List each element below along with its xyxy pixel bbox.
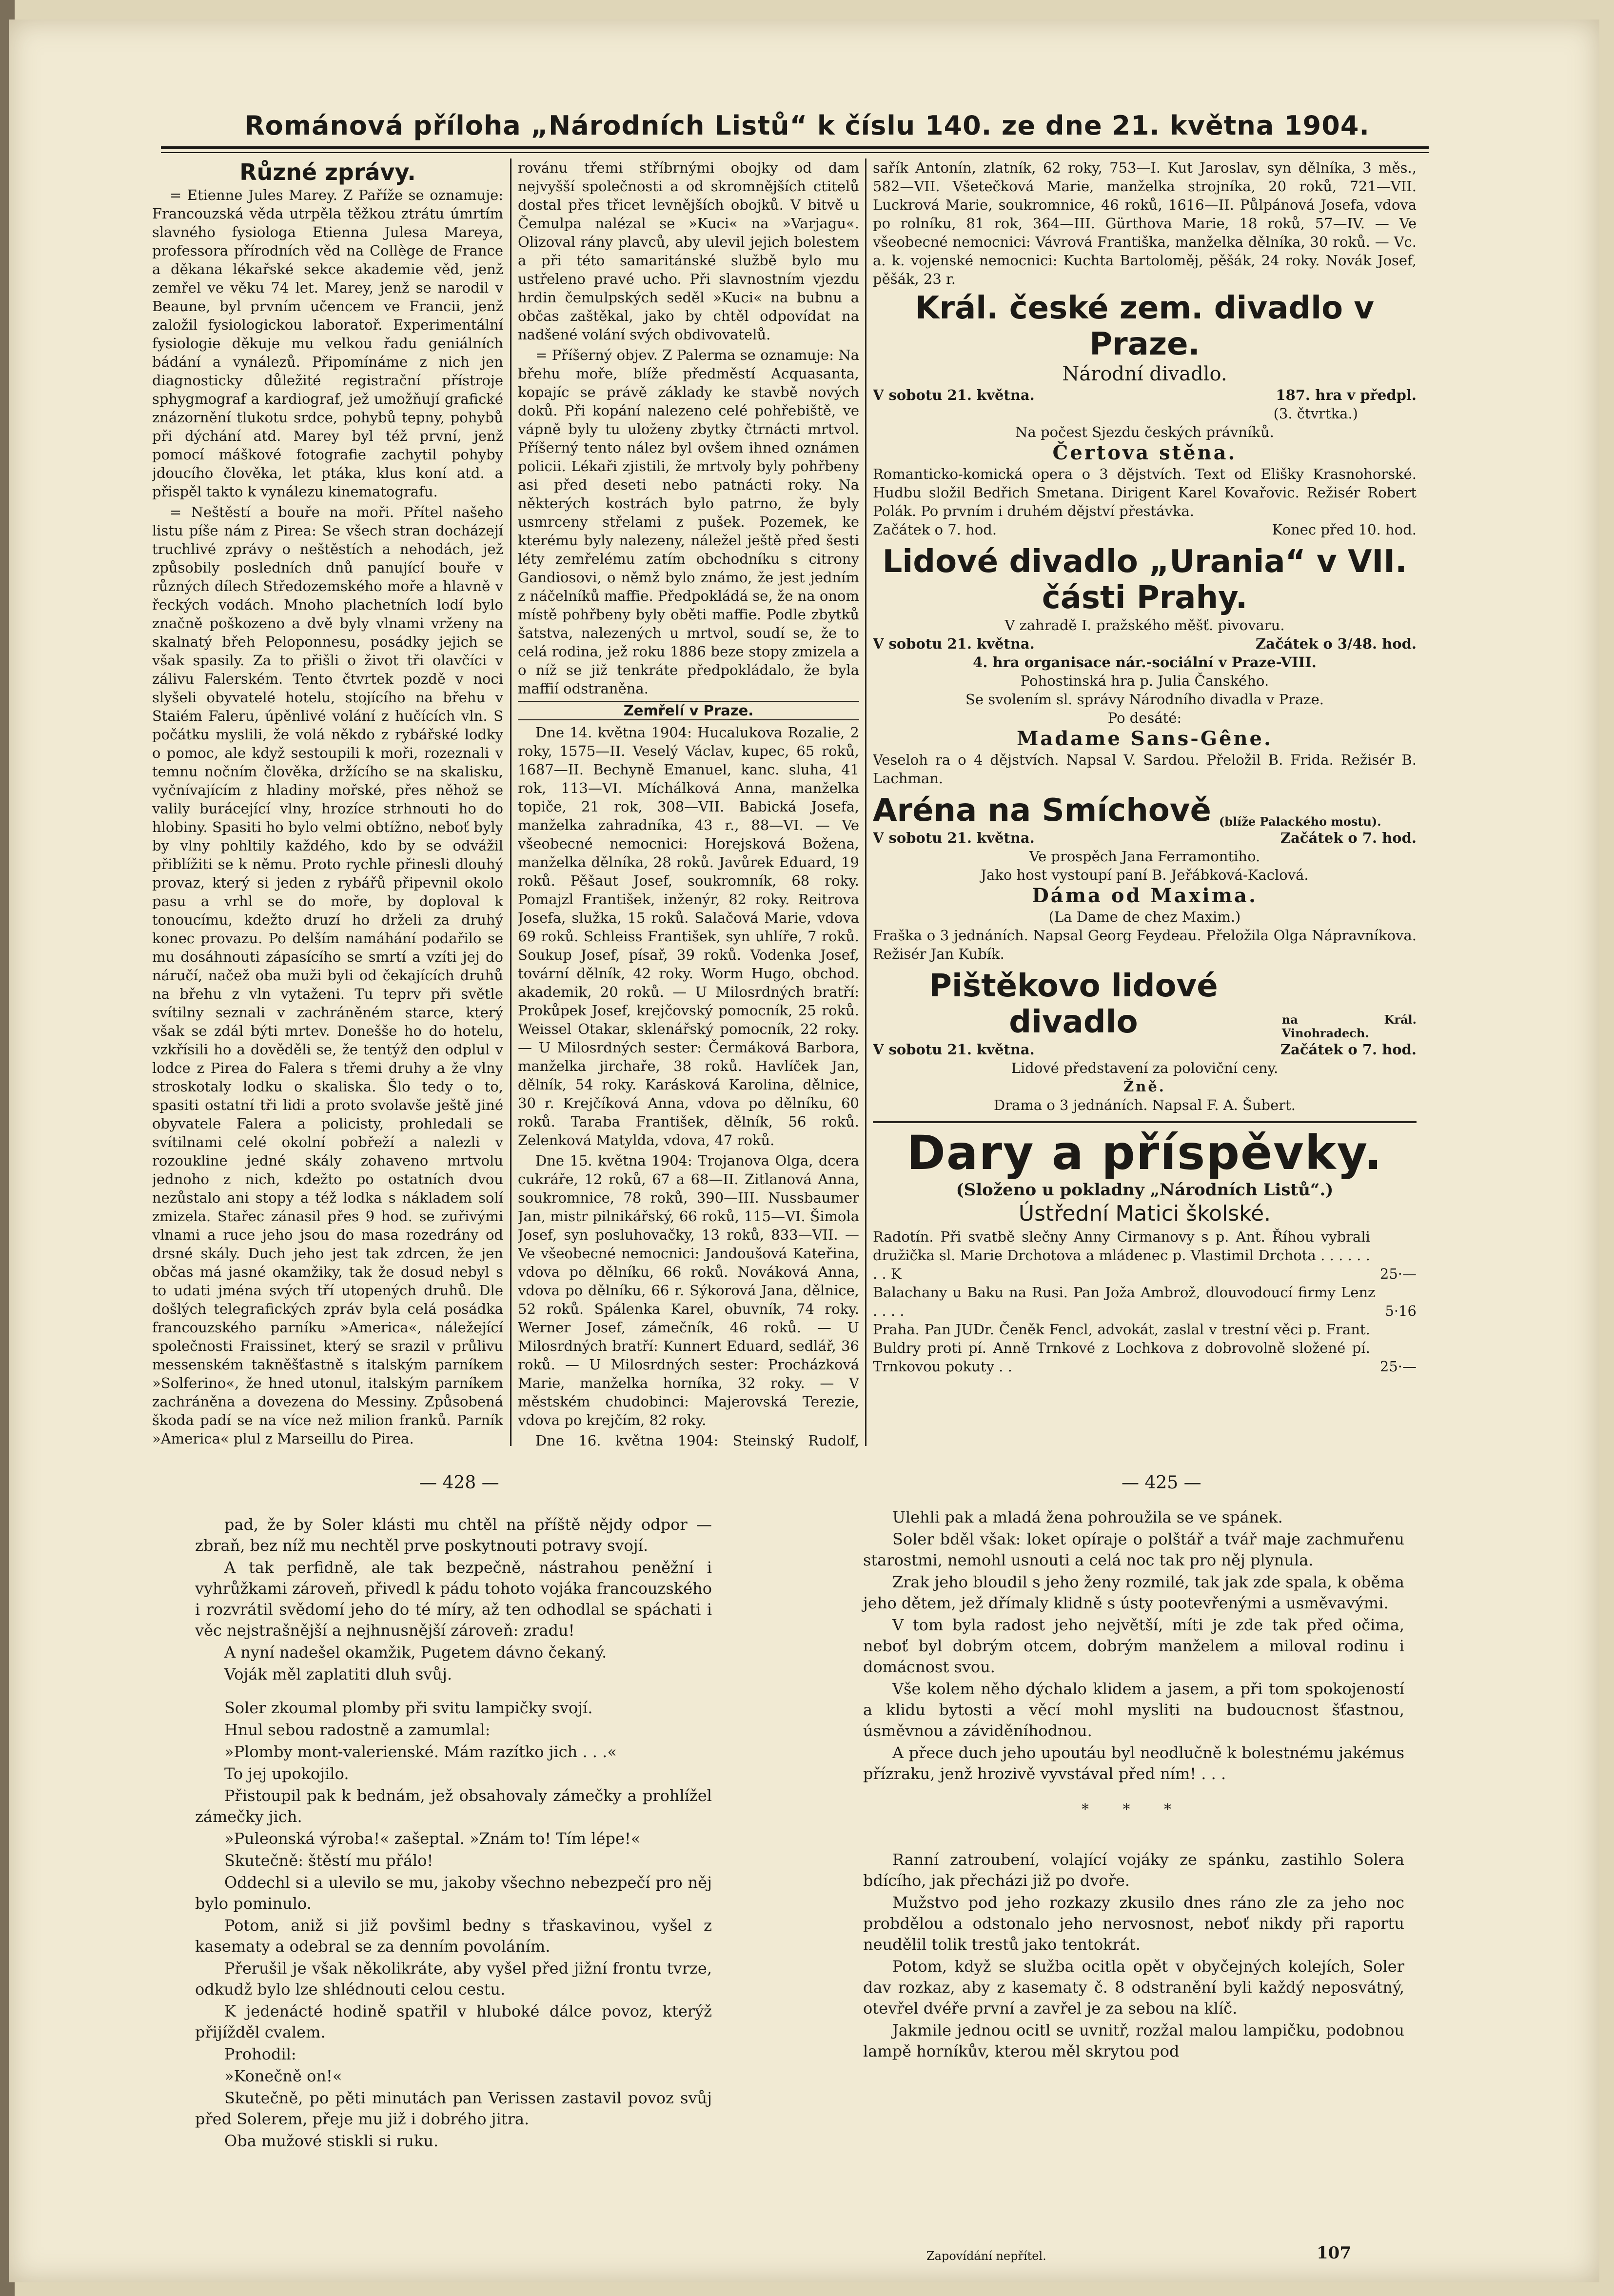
story-paragraph: »Plomby mont-valerienské. Mám razítko jich . . .« [224,1742,617,1761]
nd-quarter: (3. čtvrtka.) [1273,405,1358,422]
column-divider [510,158,512,1446]
story-paragraph: K jedenácté hodině spatřil v hluboké dálce povoz, kterýž přijížděl cvalem. [195,2002,712,2041]
urania-venue: V zahradě I. pražského měšť. pivovaru. [1004,617,1285,633]
arena-date: V sobotu 21. května. [873,830,1035,846]
column-theatre-donations [873,158,1417,1451]
column-divider [865,158,866,1446]
story-paragraph: V tom byla radost jeho největší, míti je zde tak před očima, neboť byl dobrým otcem, dobrým manželem a miloval rodinu i domácnost svou. [863,1616,1404,1676]
story-paragraph: »Konečně on!« [224,2067,342,2085]
story-paragraph: Prohodil: [224,2045,296,2063]
section-stars-divider: * * * [1081,1801,1186,1818]
nd-play-desc: Romanticko-komická opera o 3 dějstvích. Text od Elišky Krasnohorské. Hudbu složil Bedřich Smetana. Dirigent Karel Kovařovic. Režisér Robert Polák. Po prvním i druhém dějství přestávka. [873,466,1417,519]
arena-play-french: (La Dame de chez Maxim.) [1048,909,1241,925]
nd-start: Začátek o 7. hod. [873,521,997,538]
arena-play-desc: Fraška o 3 jednáních. Napsal Georg Feydeau. Přeložila Olga Nápravníkova. Režisér Jan Kubík. [873,927,1417,962]
footer-note: Zapovídání nepřítel. [926,2249,1046,2263]
urania-date-row [873,634,1417,653]
header-rule-thin [161,152,1429,153]
column-news-continued [518,158,859,1451]
matice-heading: Ústřední Matici školské. [1018,1201,1271,1226]
nd-time-row [873,520,1417,539]
nd-occasion: Na počest Sjezdu českých právníků. [1015,424,1274,440]
novel-left-column [195,1514,712,2246]
story-paragraph: »Puleonská výroba!« zašeptal. »Znám to! Tím lépe!« [224,1829,641,1848]
footer-number: 107 [1317,2243,1351,2263]
column-ruzne-zpravy [152,158,503,1451]
pistek-heading-row [873,968,1417,1040]
pistek-date-row [873,1040,1417,1059]
nd-date: V sobotu 21. května. [873,387,1035,403]
pistek-cheap: Lidové představení za poloviční ceny. [1011,1060,1279,1076]
urania-play-title: Madame Sans-Gêne. [1017,727,1273,750]
urania-date: V sobotu 21. května. [873,635,1035,652]
story-paragraph: Ulehli pak a mladá žena pohroužila se ve spánek. [892,1508,1283,1526]
pistek-note: na Král. Vinohradech. [1281,1012,1417,1040]
story-paragraph: Potom, aniž si již povšiml bedny s třaskavinou, vyšel z kasematy a odebral se za denním povoláním. [195,1916,712,1956]
story-paragraph: Hnul sebou radostně a zamumlal: [224,1721,491,1739]
article-priserny-objev: = Příšerný objev. Z Palerma se oznamuje: Na břehu moře, blíže předměstí Acquasanta, kopajíc se právě základy ke stavbě nových doků. Při kopání nalezeno celé pohřebiště, ve vápně byly tu uloženy zbytky čtrnácti mrtvol. Příšerný tento nález byl ovšem ihned oznámen policii. Lékaři zjistili, že mrtvoly byly pohřbeny asi před deseti nebo patnácti roky. Na některých kostrách bylo patrno, že byly usmrceny střelami z pušek. Pozemek, ke kterému byly nalezeny, náležel ještě před šesti léty zemřelému zatím obchodníku s citrony Gandiosovi, o němž bylo známo, že jest jedním z náčelníků maffie. Předpokládá se, že na onom místě pohřbeny byly oběti maffie. Podle zbytků šatstva, nalezených u mrtvol, soudí se, že to celá rodina, jež roku 1886 beze stopy zmizela a o níž se již tenkráte předpokládalo, že byla maffií odstraněna. [518,347,859,697]
page-number-left: — 428 — [419,1473,499,1493]
deaths-14-may: Dne 14. května 1904: Hucalukova Rozalie, 2 roky, 1575—II. Veselý Václav, kupec, 65 roků, 1687—II. Bechyně Emanuel, kanc. sluha, 41 rok, 113—VI. Míchálková Anna, manželka topiče, 21 rok, 308—VII. Babická Josefa, manželka zahradníka, 43 r., 88—VI. — Ve všeobecné nemocnici: Horejsková Božena, manželka dělníka, 28 roků. Javůrek Eduard, 19 roků. Pěšaut Josef, soukromník, 68 roky. Pomajzl František, inženýr, 82 roky. Reitrova Josefa, služka, 15 roků. Salačová Marie, vdova 69 roků. Schleiss František, syn uhlíře, 7 roků. Soukup Josef, písař, 39 roků. Vodenka Josef, tovární dělník, 42 roky. Worm Hugo, obchod. akademik, 20 roků. — U Milosrdných bratří: Prokůpek Josef, krejčovský pomocník, 25 roků. Weissel Otakar, sklenářský pomocník, 22 roky. — U Milosrdných sester: Čermáková Barbora, manželka jirchaře, 38 roků. Havlíček Jan, dělník, 54 roky. Karásková Karolina, dělnice, 30 r. Krejčíková Anna, vdova po dělníku, 60 roků. Taraba František, dělník, 56 roků. Zelenková Matylda, vdova, 47 roků. [518,724,859,1148]
pistek-play-title: Žně. [1123,1078,1166,1095]
story-paragraph: Mužstvo pod jeho rozkazy zkusilo dnes ráno zle za jeho noc probdělou a odstonalo jeho nervosnost, neboť nikdy při raportu neudělil tolik trestů jako tentokrát. [863,1893,1404,1954]
donation-row [873,1320,1417,1376]
dary-subheading: (Složeno u pokladny „Národních Listů“.) [956,1180,1334,1200]
story-paragraph: Voják měl zaplatiti dluh svůj. [224,1665,453,1683]
arena-benefit: Ve prospěch Jana Ferramontiho. [1029,848,1260,865]
story-paragraph: Zrak jeho bloudil s jeho ženy rozmilé, tak jak zde spala, k oběma jeho dětem, jež dřímaly klidně s ústy pootevřenými a usměvavými. [863,1573,1404,1612]
urania-tenth: Po desáté: [1107,710,1182,726]
deaths-15-may: Dne 15. května 1904: Trojanova Olga, dcera cukráře, 12 roků, 67 a 68—II. Zitlanová Anna, soukromnice, 78 roků, 390—III. Nussbaumer Jan, mistr pilnikářský, 66 roků, 115—VI. Šimola Josef, syn posluhovačky, 13 roků, 833—VII. — Ve všeobecné nemocnici: Jandoušová Kateřina, vdova po dělníku, 66 roků. Nováková Anna, vdova po dělníku, 66 r. Sýkorová Jana, dělnice, 52 roků. Spálenka Karel, obuvník, 74 roky. Werner Josef, zámečník, 46 roků. — U Milosrdných bratří: Kunnert Eduard, sedlář, 36 roků. — U Milosrdných sester: Procházková Marie, manželka horníka, 32 roky. — V městském chudobinci: Majerovská Terezie, vdova po krejčím, 82 roky. [518,1152,859,1428]
pistek-start: Začátek o 7. hod. [1280,1041,1417,1058]
story-paragraph: Skutečně, po pěti minutách pan Verissen zastavil povoz svůj před Solerem, přeje mu již i dobrého jitra. [195,2089,712,2128]
section-gap [195,1686,712,1698]
story-paragraph: pad, že by Soler klásti mu chtěl na příště nějdy odpor — zbraň, bez níž mu nechtěl prve poskytnouti potravy svojí. [195,1515,712,1555]
nd-end: Konec před 10. hod. [1272,521,1417,538]
donation-amount: 5·16 [1385,1303,1417,1319]
heading-narodni-divadlo: Král. české zem. divadlo v Praze. [915,290,1375,362]
donation-row [873,1283,1417,1320]
deaths-16-may: Dne 16. května 1904: Steinský Rudolf, [535,1432,859,1449]
heading-dary: Dary a příspěvky. [873,1121,1417,1180]
heading-pistek: Pištěkovo lidové divadlo [929,968,1218,1040]
heading-urania: Lidové divadlo „Urania“ v VII. části Prahy. [882,544,1407,616]
article-marey: = Etienne Jules Marey. Z Paříže se oznamuje: Francouzská věda utrpěla těžkou ztrátu úmrtím slavného fysiologa Etienna Julesa Mareya, professora přírodních věd na Collège de France a děkana lékařské sekce akademie věd, jenž zemřel ve věku 74 let. Marey, jenž se narodil v Beaune, byl prvním učencem ve Francii, jenž založil fysiologickou laboratoř. Experimentální fysiologie děkuje mu velkou řadu geniálních bádání a vynálezů. Připomínáme z nich jen diagnosticky důležité registrační přístroje sphygmograf a kardiograf, jež umožňují grafické znázornění tlukotu srdce, pohybů tepny, pohybů při dýchání atd. Marey byl též první, jenž pomocí máškové fotografie zachytil pohyby jdoucího člověka, let ptáka, klus koní atd. a přispěl takto k vynálezu kinematografu. [152,187,503,500]
arena-start: Začátek o 7. hod. [1280,830,1417,846]
arena-heading-row [873,792,1417,829]
pistek-play-desc: Drama o 3 jednáních. Napsal F. A. Šubert. [993,1097,1296,1113]
urania-guest: Pohostinská hra p. Julia Čanského. [1020,673,1269,689]
story-paragraph: Oddechl si a ulevilo se mu, jakoby všechno nebezpečí pro něj bylo pominulo. [195,1873,712,1913]
donation-text: Radotín. Při svatbě slečny Anny Cirmanovy s p. Ant. Říhou vybrali družička sl. Marie Drchotova a mládenec p. Vlastimil Drchota . . . . . . . . K [873,1228,1370,1282]
page-number-right: — 425 — [1122,1473,1201,1493]
article-pes-hrdina [152,1450,503,1451]
section-heading-zemreli: Zemřelí v Praze. [518,701,859,720]
arena-guest: Jako host vystoupí paní B. Jeřábková-Kaclová. [981,867,1309,883]
heading-arena: Aréna na Smíchově [873,792,1211,829]
donation-text: Balachany u Baku na Rusi. Pan Joža Ambrož, dlouvodoucí firmy Lenz . . . . [873,1284,1376,1319]
deaths-continued: sařík Antonín, zlatník, 62 roky, 753—I. Kut Jaroslav, syn dělníka, 3 měs., 582—VII. Všetečková Marie, manželka strojníka, 20 roků, 721—VII. Luckrová Marie, soukromnice, 46 roků, 1616—II. Půlpánová Josefa, vdova po rolníku, 81 rok, 364—III. Gürthova Marie, 18 roků, 57—IV. — Ve všeobecné nemocnici: Vávrová Františka, manželka dělníka, 30 roků. — Vc. a. k. vojenské nemocnici: Kuchta Bartoloměj, pěšák, 24 roky. Novák Josef, pěšák, 23 r. [873,159,1417,287]
nd-date-row [873,386,1417,404]
donation-row [873,1227,1417,1283]
pistek-date: V sobotu 21. května. [873,1041,1035,1058]
nd-play-title: Čertova stěna. [1052,441,1237,464]
story-paragraph: Přistoupil pak k bednám, jež obsahovaly zámečky a prohlížel zámečky jich. [195,1786,712,1826]
donation-amount: 25·— [1379,1358,1417,1375]
story-paragraph: Soler bděl však: loket opíraje o polštář a tvář maje zachmuřenu starostmi, nemohl usnouti a celá noc tak pro něj plynula. [863,1530,1404,1569]
story-paragraph: Jakmile jednou ocitl se uvnitř, rozžal malou lampičku, podobnou lampě horníkův, kterou měl skrytou pod [863,2021,1404,2060]
story-paragraph: A přece duch jeho upoutáu byl neodlučně k bolestnému jakémus přízraku, jenž hrozivě vyvstával před ním! . . . [863,1743,1404,1783]
story-paragraph: Soler zkoumal plomby při svitu lampičky svojí. [224,1699,593,1717]
section-heading-ruzne-zpravy: Různé zprávy. [239,159,416,185]
story-paragraph: To jej upokojilo. [224,1764,349,1783]
story-paragraph: Skutečně: štěstí mu přálo! [224,1851,433,1870]
arena-play-title: Dáma od Maxima. [1032,884,1258,907]
subheading-narodni-divadlo: Národní divadlo. [1062,363,1227,385]
urania-play-desc: Veseloh ra o 4 dějstvích. Napsal V. Sardou. Přeložil B. Frida. Režisér B. Lachman. [873,752,1417,787]
urania-permit: Se svolením sl. správy Národního divadla v Praze. [965,691,1324,708]
nd-performance: 187. hra v předpl. [1276,387,1417,403]
story-paragraph: Potom, když se služba ocitla opět v obyčejných kolejích, Soler dav rozkaz, aby z kasematy č. 8 odstranění byli každý neposvátný, otevřel dvéře první a zavřel je za sebou na klíč. [863,1957,1404,2018]
article-pes-continued: rovánu třemi stříbrnými obojky od dam nejvyšší společnosti a od skromnějších ctitelů dostal přes třicet levnějších obojků. V bitvě u Čemulpa nalézal se »Kuci« na »Varjagu«. Olizoval rány plavců, aby ulevil jejich bolestem a při této samaritánské službě bylo mu ustřeleno pravé ucho. Při slavnostním vjezdu hrdin čemulpských seděl »Kuci« na bubnu a občas zaštěkal, jako by chtěl odpovídat na nadšené volání svých obdivovatelů. [518,159,859,343]
story-paragraph: Ranní zatroubení, volající vojáky ze spánku, zastihlo Solera bdícího, jak přecházi již po dvoře. [863,1850,1404,1890]
story-paragraph: A tak perfidně, ale tak bezpečně, nástrahou peněžní i vyhrůžkami zároveň, přivedl k pádu tohoto vojáka francouzského i rozvrátil svědomí jeho do té míry, až ten odhodlal se spáchati i věc nejstrašnější a nejhnusnější zároveň: zradu! [195,1558,712,1640]
story-paragraph: Přerušil je však několikráte, aby vyšel před jižní frontu tvrze, odkudž bylo lze shlédnouti celou cestu. [195,1959,712,1999]
arena-note: (blíže Palackého mostu). [1219,814,1381,829]
story-paragraph: A nyní nadešel okamžik, Pugetem dávno čekaný. [224,1643,607,1662]
story-paragraph: Oba mužové stiskli si ruku. [224,2132,439,2150]
page-title: Románová příloha „Národních Listů“ k číslu 140. ze dne 21. května 1904. [244,110,1370,141]
urania-performance: 4. hra organisace nár.-sociální v Praze-VIII. [973,654,1317,671]
story-paragraph: Vše kolem něho dýchalo klidem a jasem, a při tom spokojeností a klidu bytosti a věcí mohl mysliti na budoucnost šťastnou, úsměvnou a záviděníhodnou. [863,1680,1404,1740]
article-nestesti: = Neštěstí a bouře na moři. Přítel našeho listu píše nám z Pirea: Se všech stran docházejí truchlivé zprávy o neštěstích a nehodách, jež způsobily posledních dnů panující bouře v různých dílech Středozemského moře a hlavně v řeckých vodách. Mnoho plachetních lodí bylo značně poškozeno a dvě byly vlnami vrženy na skalnatý břeh Peloponnesu, posádky jejich se však spasily. Za to přišli o život tři olavčíci v zálivu Falerském. Tento čtvrtek pozdě v noci slyšeli obyvatelé hotelu, stojícího na břehu v Staiém Faleru, úpěnlivé volání z hučících vln. S počátku myslili, že volá někdo z rybářské lodky o pomoc, ale když sestoupili k moři, rozeznali v temnu nočním člověka, držícího se na skalisku, vyčnívajícím z hladiny mořské, přes něhož se valily burácející vlny, hrozíce strhnouti ho do hlobiny. Spasiti ho bylo velmi obtížno, neboť byly by vlny pohltily každého, kdo by se odvážil přiblížiti se k němu. Proto rychle přinesli dlouhý provaz, který si jeden z rybářů připevnil okolo pasu a vrhl se do moře, by doploval k tonoucímu, kdežto druzí ho drželi za druhý konec provazu. Po delším namáhání podařilo se mu dosáhnouti zápasícího se smrtí a vzíti jej do náručí, načež oba muži byli od čekajících druhů na břehu z vln vytaženi. Tu teprv při světle svítilny seznali v zachráněném starce, který však se zdál býti mrtev. Donešše ho do hotelu, vzkřísili ho a dověděli se, že tentýž den odplul v lodce z Pirea do Falera s třemi druhy a že vlny stroskotaly lodku o skaliska. Šlo tedy o to, spasiti ostatní tři lidi a proto svolavše ještě jiné obyvatele Falera a policisty, prohledali se svítilnami celé okolní pobřeží a nalezli v rozoukline jedné skály zohaveno mrtvolu jednoho z nich, kdežto po ostatních dvou nezůstalo ani stopy a též lodka s nákladem solí zmizela. Stařec zánasil přes 9 hod. se zuřivými vlnami a ruce jeho jsou do masa rozedrány od drsné skály. Duch jeho jest tak zdrcen, že jen občas má jasné okamžiky, tak že dosud nebyl s to udati jména svých tří utopených druhů. Dle došlých telegrafických zpráv byla celá posádka francouzského parníku »America«, náležející společnosti Fraissinet, který se srazil v průlivu messenském takněšťastně s italským parníkem »Solferino«, že hned utonul, italským parníkem zachráněna a dovezena do Messiny. Způsobená škoda padí se na více než milion franků. Parník »America« plul z Marseillu do Pirea. [152,504,503,1447]
urania-start: Začátek o 3/48. hod. [1255,635,1417,652]
arena-date-row [873,829,1417,847]
donation-text: Praha. Pan JUDr. Čeněk Fencl, advokát, zaslal v trestní věci p. Frant. Buldry proti pí. Anně Trnkové z Lochkova z dobrovolně složené pí. Trnkovou pokuty . . [873,1321,1370,1375]
novel-right-column [863,1507,1404,2238]
header-rule [161,146,1429,149]
donation-amount: 25·— [1379,1266,1417,1282]
